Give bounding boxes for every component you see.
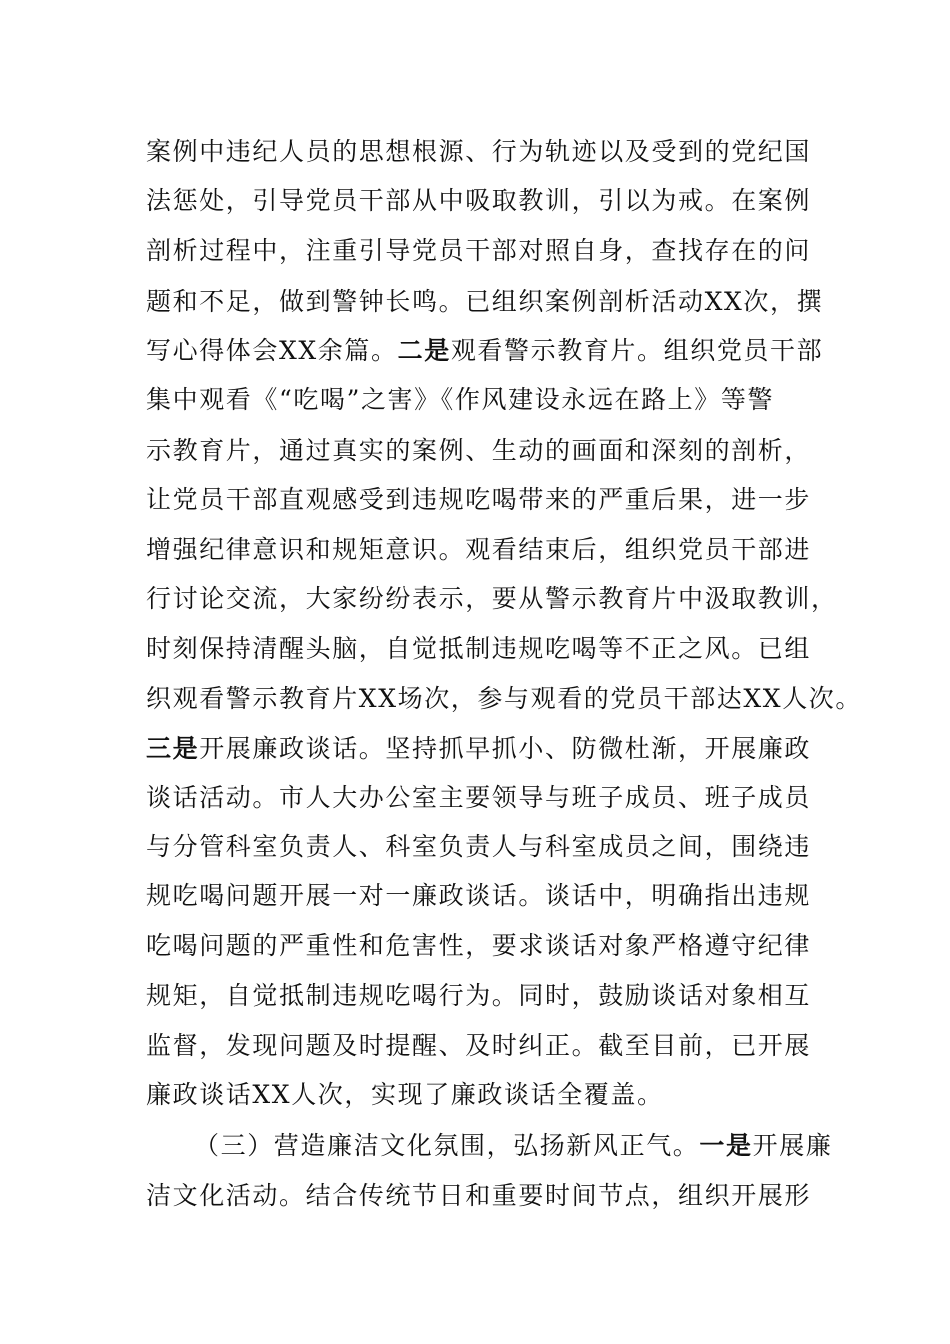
text-segment: 洁文化活动。结合传统节日和重要时间节点，组织开展形 — [146, 1181, 812, 1210]
text-line-15 — [146, 831, 811, 863]
text-segment: 题和不足，做到警钟长鸣。已组织案例剖析活动XX次，撰 — [146, 287, 824, 316]
text-line-9 — [146, 534, 811, 566]
text-segment: 监督，发现问题及时提醒、及时纠正。截至目前，已开展 — [146, 1031, 812, 1060]
text-segment: 法惩处，引导党员干部从中吸取教训，引以为戒。在案例 — [146, 186, 812, 215]
text-segment: 行讨论交流，大家纷纷表示，要从警示教育片中汲取教训， — [146, 584, 838, 613]
bold-marker: 三是 — [146, 734, 200, 763]
text-segment: 案例中违纪人员的思想根源、行为轨迹以及受到的党纪国 — [146, 137, 812, 166]
text-line-21 — [194, 1130, 832, 1162]
text-line-19 — [146, 1030, 811, 1062]
text-line-12 — [146, 683, 862, 715]
text-line-3 — [146, 235, 811, 267]
bold-marker: 一是 — [699, 1131, 753, 1160]
bold-marker: 二是 — [397, 336, 451, 365]
text-line-11 — [146, 633, 811, 665]
text-line-18 — [146, 980, 811, 1012]
text-line-1 — [146, 136, 811, 168]
text-line-7 — [146, 435, 811, 467]
text-line-6 — [146, 384, 774, 416]
text-segment: 规矩，自觉抵制违规吃喝行为。同时，鼓励谈话对象相互 — [146, 981, 812, 1010]
text-segment: （三）营造廉洁文化氛围，弘扬新风正气。 — [194, 1131, 700, 1160]
text-segment: 谈话活动。市人大办公室主要领导与班子成员、班子成员 — [146, 783, 812, 812]
text-line-2 — [146, 185, 811, 217]
text-segment: 让党员干部直观感受到违规吃喝带来的严重后果，进一步 — [146, 485, 812, 514]
text-segment: 规吃喝问题开展一对一廉政谈话。谈话中，明确指出违规 — [146, 881, 812, 910]
text-segment: 集中观看《“吃喝”之害》《作风建设永远在路上》等警 — [146, 385, 775, 414]
text-line-22 — [146, 1180, 811, 1212]
text-segment: 写心得体会XX余篇。 — [146, 336, 398, 365]
text-line-14 — [146, 782, 811, 814]
text-line-5 — [146, 335, 823, 367]
text-line-8 — [146, 484, 811, 516]
text-line-4 — [146, 286, 823, 318]
text-segment: 时刻保持清醒头脑，自觉抵制违规吃喝等不正之风。已组 — [146, 634, 812, 663]
text-segment: 开展廉 — [752, 1131, 833, 1160]
text-segment: 与分管科室负责人、科室负责人与科室成员之间，围绕违 — [146, 832, 812, 861]
text-line-10 — [146, 583, 838, 615]
text-segment: 吃喝问题的严重性和危害性，要求谈话对象严格遵守纪律 — [146, 931, 812, 960]
text-segment: 观看警示教育片。组织党员干部 — [450, 336, 824, 365]
text-line-20 — [146, 1079, 664, 1111]
text-line-17 — [146, 930, 811, 962]
text-segment: 开展廉政谈话。坚持抓早抓小、防微杜渐，开展廉政 — [199, 734, 812, 763]
text-line-16 — [146, 880, 811, 912]
text-segment: 廉政谈话XX人次，实现了廉政谈话全覆盖。 — [146, 1080, 664, 1109]
text-segment: 织观看警示教育片XX场次，参与观看的党员干部达XX人次。 — [146, 684, 862, 713]
text-line-13 — [146, 733, 811, 765]
text-segment: 剖析过程中，注重引导党员干部对照自身，查找存在的问 — [146, 236, 812, 265]
text-segment: 示教育片，通过真实的案例、生动的画面和深刻的剖析， — [146, 436, 812, 465]
text-segment: 增强纪律意识和规矩意识。观看结束后，组织党员干部进 — [146, 535, 812, 564]
